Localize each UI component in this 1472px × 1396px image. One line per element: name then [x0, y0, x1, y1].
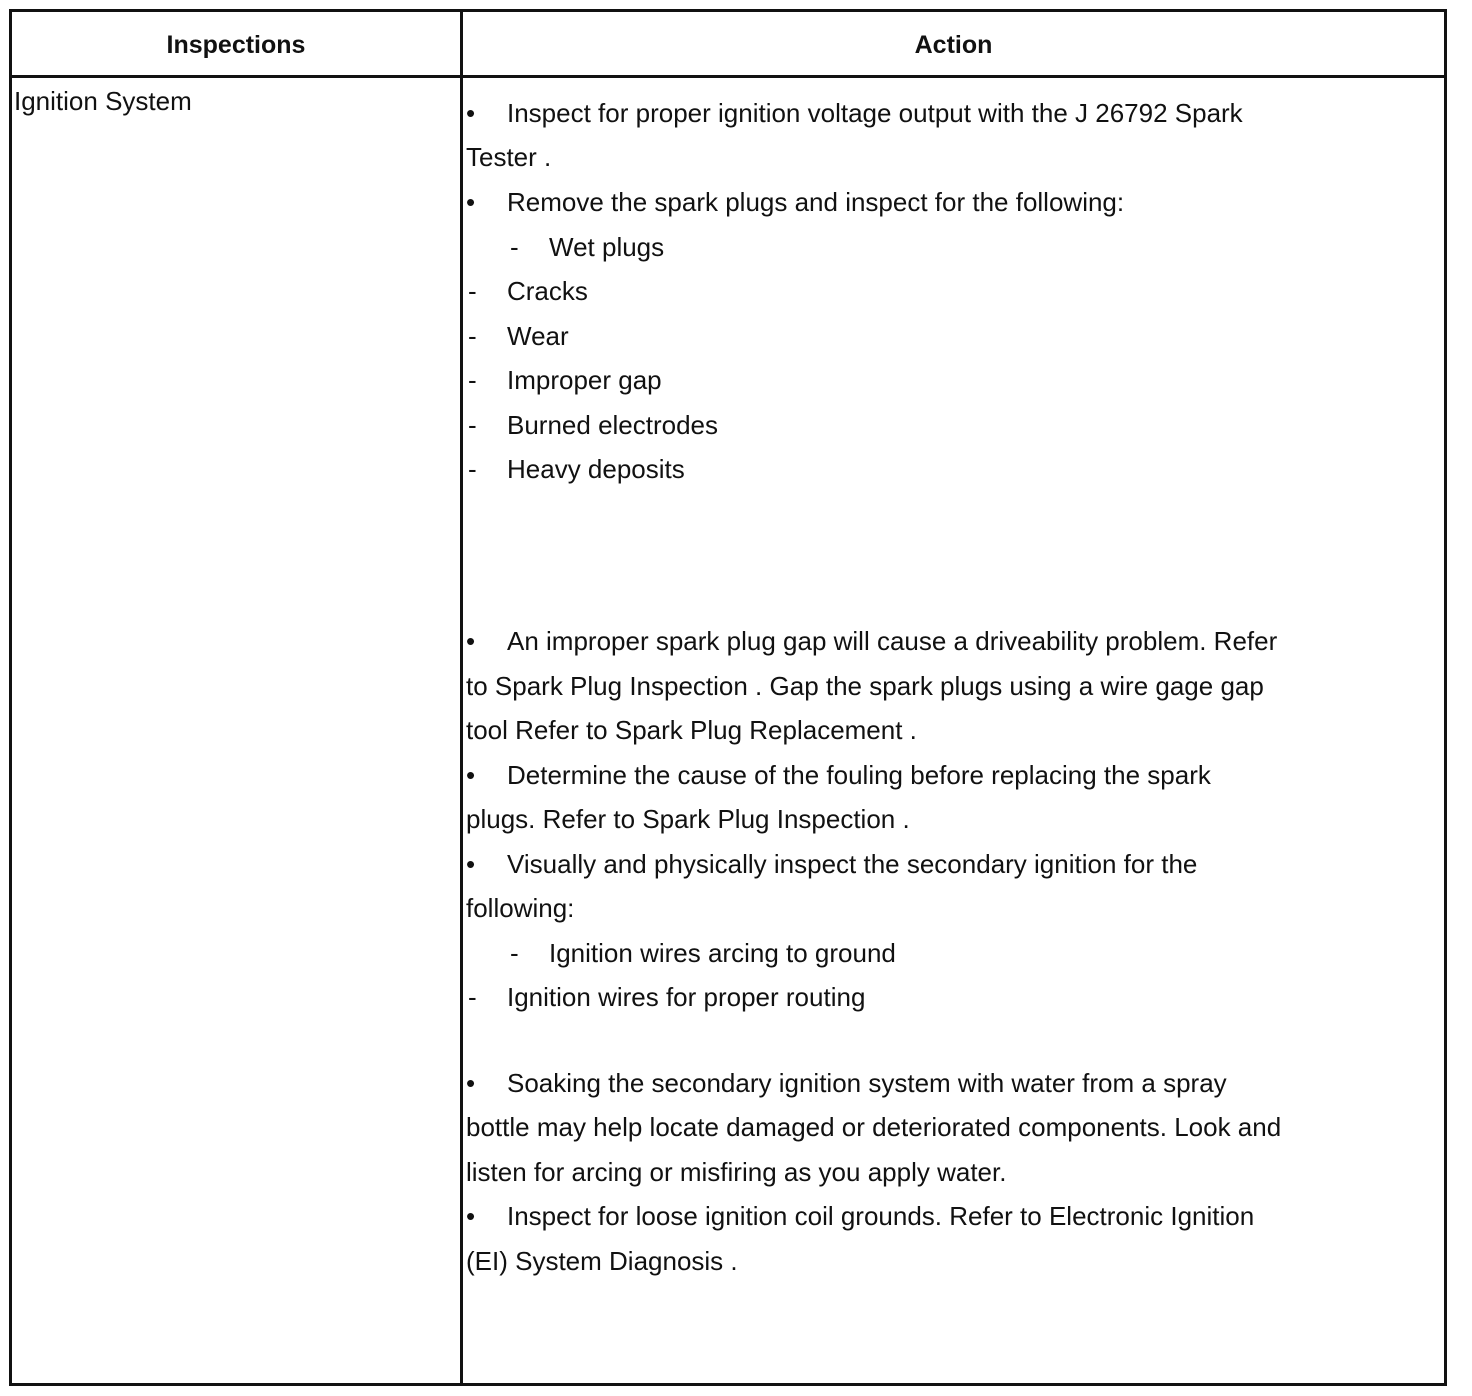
- action-line-text: Wear: [507, 321, 569, 351]
- dash-marker: -: [468, 982, 477, 1012]
- bullet-marker: •: [466, 1201, 476, 1231]
- action-line-text: Ignition wires arcing to ground: [549, 938, 896, 968]
- bullet-marker: •: [466, 187, 476, 217]
- action-line-text: tool Refer to Spark Plug Replacement .: [466, 715, 917, 745]
- action-line-text: (EI) System Diagnosis .: [466, 1246, 738, 1276]
- action-line-text: Visually and physically inspect the secondary ignition for the: [507, 849, 1198, 879]
- action-line-text: Soaking the secondary ignition system with water from a spray: [507, 1068, 1227, 1098]
- bullet-marker: •: [466, 849, 476, 879]
- action-line-text: to Spark Plug Inspection . Gap the spark plugs using a wire gage gap: [466, 671, 1264, 701]
- action-line-text: Remove the spark plugs and inspect for the following:: [507, 187, 1125, 217]
- action-line-text: listen for arcing or misfiring as you apply water.: [466, 1157, 1007, 1187]
- action-line-text: following:: [466, 893, 575, 923]
- action-line-text: Inspect for loose ignition coil grounds. Refer to Electronic Ignition: [507, 1201, 1255, 1231]
- header-divider: [12, 75, 1444, 78]
- action-line-text: Heavy deposits: [507, 454, 685, 484]
- action-line-text: Ignition wires for proper routing: [507, 982, 866, 1012]
- action-line-text: Improper gap: [507, 365, 662, 395]
- action-line-text: plugs. Refer to Spark Plug Inspection .: [466, 804, 910, 834]
- action-line-text: Wet plugs: [549, 232, 665, 262]
- action-line-text: bottle may help locate damaged or deteriorated components. Look and: [466, 1112, 1282, 1142]
- dash-marker: -: [468, 410, 477, 440]
- dash-marker: -: [468, 454, 477, 484]
- action-line-text: Burned electrodes: [507, 410, 719, 440]
- action-line-text: Inspect for proper ignition voltage output with the J 26792 Spark: [507, 98, 1243, 128]
- dash-marker: -: [468, 276, 477, 306]
- bullet-marker: •: [466, 626, 476, 656]
- dash-marker: -: [468, 321, 477, 351]
- column-divider: [460, 12, 463, 1383]
- dash-marker: -: [510, 938, 519, 968]
- header-inspections: Inspections: [166, 31, 306, 59]
- action-line-text: Determine the cause of the fouling before replacing the spark: [507, 760, 1211, 790]
- action-line-text: An improper spark plug gap will cause a driveability problem. Refer: [507, 626, 1278, 656]
- bullet-marker: •: [466, 98, 476, 128]
- header-action: Action: [914, 31, 993, 59]
- dash-marker: -: [468, 365, 477, 395]
- dash-marker: -: [510, 232, 519, 262]
- bullet-marker: •: [466, 1068, 476, 1098]
- action-line-text: Tester .: [466, 142, 552, 172]
- action-line-text: Cracks: [507, 276, 588, 306]
- inspection-cell: Ignition System: [14, 86, 192, 116]
- bullet-marker: •: [466, 760, 476, 790]
